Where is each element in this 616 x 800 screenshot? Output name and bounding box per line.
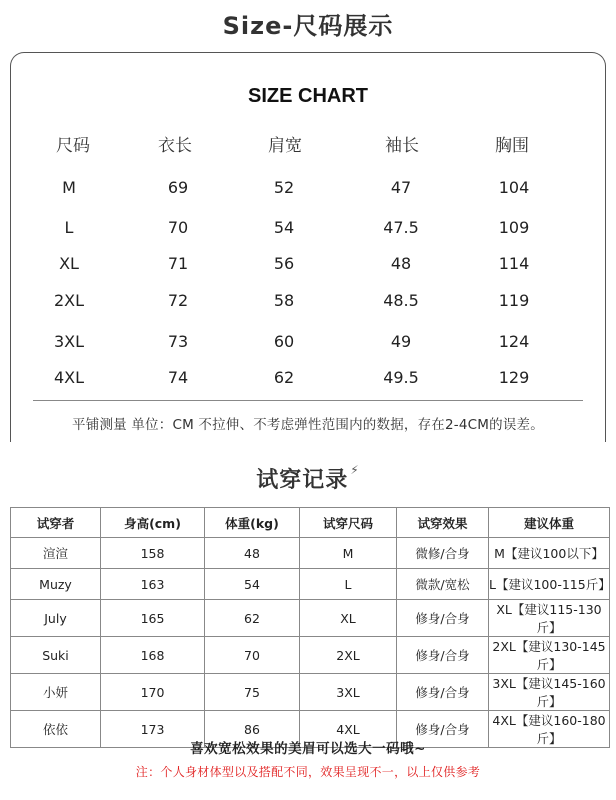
size-cell: 49.5 bbox=[383, 368, 419, 387]
size-cell: 73 bbox=[167, 332, 189, 351]
fit-cell: 微款/宽松 bbox=[397, 569, 489, 600]
try-on-title-text: 试穿记录 bbox=[256, 468, 349, 493]
fit-cell: 修身/合身 bbox=[397, 711, 489, 748]
height-cell: 170 bbox=[101, 674, 205, 711]
size-up-tip: 喜欢宽松效果的美眉可以选大一码哦~ bbox=[190, 741, 426, 757]
size-cell: 3XL bbox=[300, 674, 397, 711]
size-cell: 114 bbox=[498, 254, 530, 273]
size-cell: 58 bbox=[273, 291, 295, 310]
try-header-cell: 身高(cm) bbox=[101, 508, 205, 538]
size-cell: 52 bbox=[273, 178, 295, 197]
size-cell: 4XL bbox=[300, 711, 397, 748]
size-chart-title: SIZE CHART bbox=[248, 85, 368, 107]
disclaimer-note: 注：个人身材体型以及搭配不同，效果呈现不一，以上仅供参考 bbox=[135, 765, 481, 779]
size-cell: 48.5 bbox=[383, 291, 419, 310]
size-cell: 56 bbox=[273, 254, 295, 273]
tester-name: Suki bbox=[11, 637, 101, 674]
size-cell: 2XL bbox=[300, 637, 397, 674]
height-cell: 173 bbox=[101, 711, 205, 748]
weight-cell: 62 bbox=[205, 600, 300, 637]
size-cell: 104 bbox=[498, 178, 530, 197]
try-header-cell: 试穿者 bbox=[11, 508, 101, 538]
try-header-cell: 试穿效果 bbox=[397, 508, 489, 538]
tester-name: July bbox=[11, 600, 101, 637]
size-cell: 69 bbox=[167, 178, 189, 197]
table-row bbox=[11, 674, 610, 711]
suggest-weight-cell: 4XL【建议160-180斤】 bbox=[489, 711, 610, 748]
size-cell: 74 bbox=[167, 368, 189, 387]
height-cell: 168 bbox=[101, 637, 205, 674]
weight-cell: 75 bbox=[205, 674, 300, 711]
size-header-cell: 肩宽 bbox=[268, 136, 302, 156]
size-cell: 47 bbox=[390, 178, 412, 197]
size-cell: 129 bbox=[498, 368, 530, 387]
size-header-cell: 袖长 bbox=[385, 136, 419, 156]
size-cell: M bbox=[62, 178, 76, 197]
weight-cell: 86 bbox=[205, 711, 300, 748]
suggest-weight-cell: 2XL【建议130-145斤】 bbox=[489, 637, 610, 674]
weight-cell: 54 bbox=[205, 569, 300, 600]
fit-cell: 修身/合身 bbox=[397, 600, 489, 637]
size-header-cell: 衣长 bbox=[158, 136, 192, 156]
size-chart-row bbox=[11, 332, 605, 356]
try-on-title bbox=[0, 463, 616, 494]
suggest-weight-cell: 3XL【建议145-160斤】 bbox=[489, 674, 610, 711]
size-cell: 2XL bbox=[53, 291, 85, 310]
size-cell: 70 bbox=[167, 218, 189, 237]
size-cell: XL bbox=[300, 600, 397, 637]
try-on-table bbox=[10, 507, 610, 748]
size-cell: 4XL bbox=[53, 368, 85, 387]
tester-name: 小妍 bbox=[11, 674, 101, 711]
size-cell: 3XL bbox=[53, 332, 85, 351]
size-chart-row bbox=[11, 218, 605, 242]
size-cell: 54 bbox=[273, 218, 295, 237]
sparkle-icon: ⚡ bbox=[350, 463, 360, 477]
size-cell: L bbox=[64, 218, 74, 237]
size-cell: 47.5 bbox=[383, 218, 419, 237]
suggest-weight-cell: XL【建议115-130斤】 bbox=[489, 600, 610, 637]
tester-name: Muzy bbox=[11, 569, 101, 600]
fit-cell: 修身/合身 bbox=[397, 637, 489, 674]
size-cell: 48 bbox=[390, 254, 412, 273]
size-chart-row bbox=[11, 254, 605, 278]
size-chart-row bbox=[11, 178, 605, 202]
size-cell: 60 bbox=[273, 332, 295, 351]
size-cell: 119 bbox=[498, 291, 530, 310]
divider bbox=[33, 400, 583, 401]
table-row bbox=[11, 569, 610, 600]
size-chart-row bbox=[11, 291, 605, 315]
size-cell: XL bbox=[59, 254, 79, 273]
size-cell: M bbox=[300, 538, 397, 569]
try-header-cell: 体重(kg) bbox=[205, 508, 300, 538]
size-chart-row bbox=[11, 368, 605, 392]
fit-cell: 微修/合身 bbox=[397, 538, 489, 569]
size-chart-header-row bbox=[11, 131, 605, 155]
table-row bbox=[11, 538, 610, 569]
tester-name: 渲渲 bbox=[11, 538, 101, 569]
height-cell: 158 bbox=[101, 538, 205, 569]
measurement-note: 平铺测量 单位：CM 不拉伸、不考虑弹性范围内的数据，存在2-4CM的误差。 bbox=[72, 417, 544, 433]
size-cell: 71 bbox=[167, 254, 189, 273]
try-on-header-row bbox=[11, 508, 610, 538]
table-row bbox=[11, 600, 610, 637]
try-header-cell: 建议体重 bbox=[489, 508, 610, 538]
weight-cell: 70 bbox=[205, 637, 300, 674]
height-cell: 165 bbox=[101, 600, 205, 637]
size-cell: 124 bbox=[498, 332, 530, 351]
size-cell: 109 bbox=[498, 218, 530, 237]
size-header-cell: 胸围 bbox=[495, 136, 529, 156]
table-row bbox=[11, 637, 610, 674]
size-cell: 62 bbox=[273, 368, 295, 387]
size-cell: 72 bbox=[167, 291, 189, 310]
height-cell: 163 bbox=[101, 569, 205, 600]
size-header-cell: 尺码 bbox=[56, 136, 90, 156]
size-cell: L bbox=[300, 569, 397, 600]
size-chart-panel bbox=[10, 52, 606, 442]
fit-cell: 修身/合身 bbox=[397, 674, 489, 711]
page-title: Size-尺码展示 bbox=[222, 12, 394, 40]
suggest-weight-cell: L【建议100-115斤】 bbox=[489, 569, 610, 600]
try-header-cell: 试穿尺码 bbox=[300, 508, 397, 538]
weight-cell: 48 bbox=[205, 538, 300, 569]
size-cell: 49 bbox=[390, 332, 412, 351]
tester-name: 依依 bbox=[11, 711, 101, 748]
suggest-weight-cell: M【建议100以下】 bbox=[489, 538, 610, 569]
